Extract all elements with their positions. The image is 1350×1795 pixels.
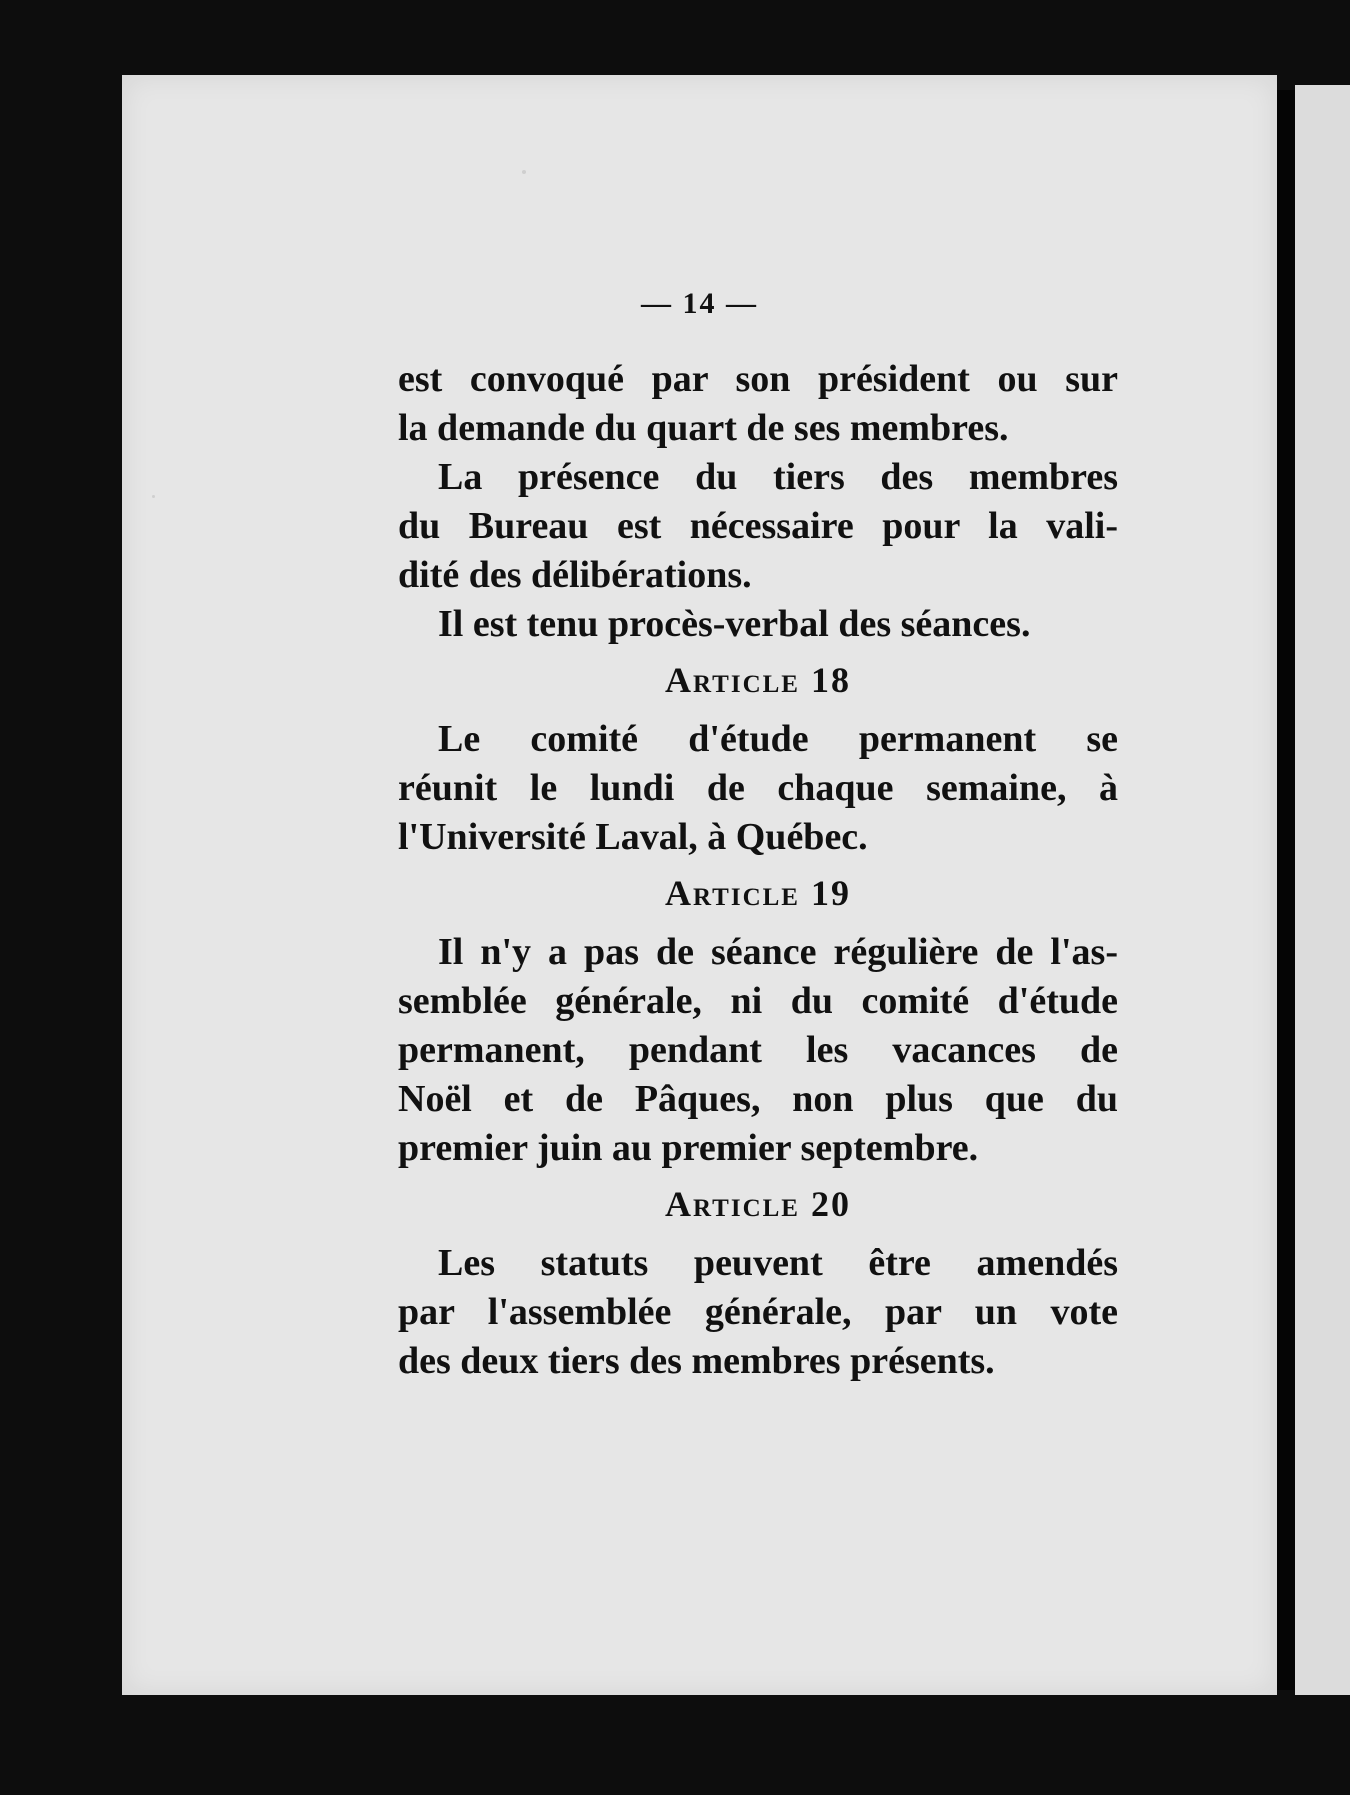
document-body: [398, 355, 1118, 1386]
text-line: Il est tenu procès-verbal des séances.: [438, 603, 1031, 645]
text-line: par l'assemblée générale, par un vote: [398, 1291, 1118, 1333]
article-heading: Article 20: [665, 1184, 851, 1224]
text-line: dité des délibérations.: [398, 554, 752, 596]
page-number: — 14 —: [641, 287, 758, 320]
page-binding-shadow: [1277, 90, 1295, 1690]
text-line: la demande du quart de ses membres.: [398, 407, 1009, 449]
text-line: premier juin au premier septembre.: [398, 1127, 979, 1169]
text-line: permanent, pendant les vacances de: [398, 1029, 1118, 1071]
text-line: du Bureau est nécessaire pour la vali-: [398, 505, 1118, 547]
text-line: réunit le lundi de chaque semaine, à: [398, 767, 1118, 809]
text-line: l'Université Laval, à Québec.: [398, 816, 868, 858]
text-line: des deux tiers des membres présents.: [398, 1340, 995, 1382]
article-heading: Article 18: [665, 660, 851, 700]
paper-speck: [152, 495, 155, 498]
text-line: Le comité d'étude permanent se: [438, 718, 1118, 760]
paper-speck: [522, 170, 526, 174]
adjacent-page-edge: [1295, 85, 1350, 1695]
article-heading: Article 19: [665, 873, 851, 913]
text-line: Il n'y a pas de séance régulière de l'as-: [438, 931, 1118, 973]
text-line: Les statuts peuvent être amendés: [438, 1242, 1118, 1284]
text-line: semblée générale, ni du comité d'étude: [398, 980, 1118, 1022]
text-line: La présence du tiers des membres: [438, 456, 1118, 498]
text-line: est convoqué par son président ou sur: [398, 358, 1118, 400]
text-line: Noël et de Pâques, non plus que du: [398, 1078, 1118, 1120]
